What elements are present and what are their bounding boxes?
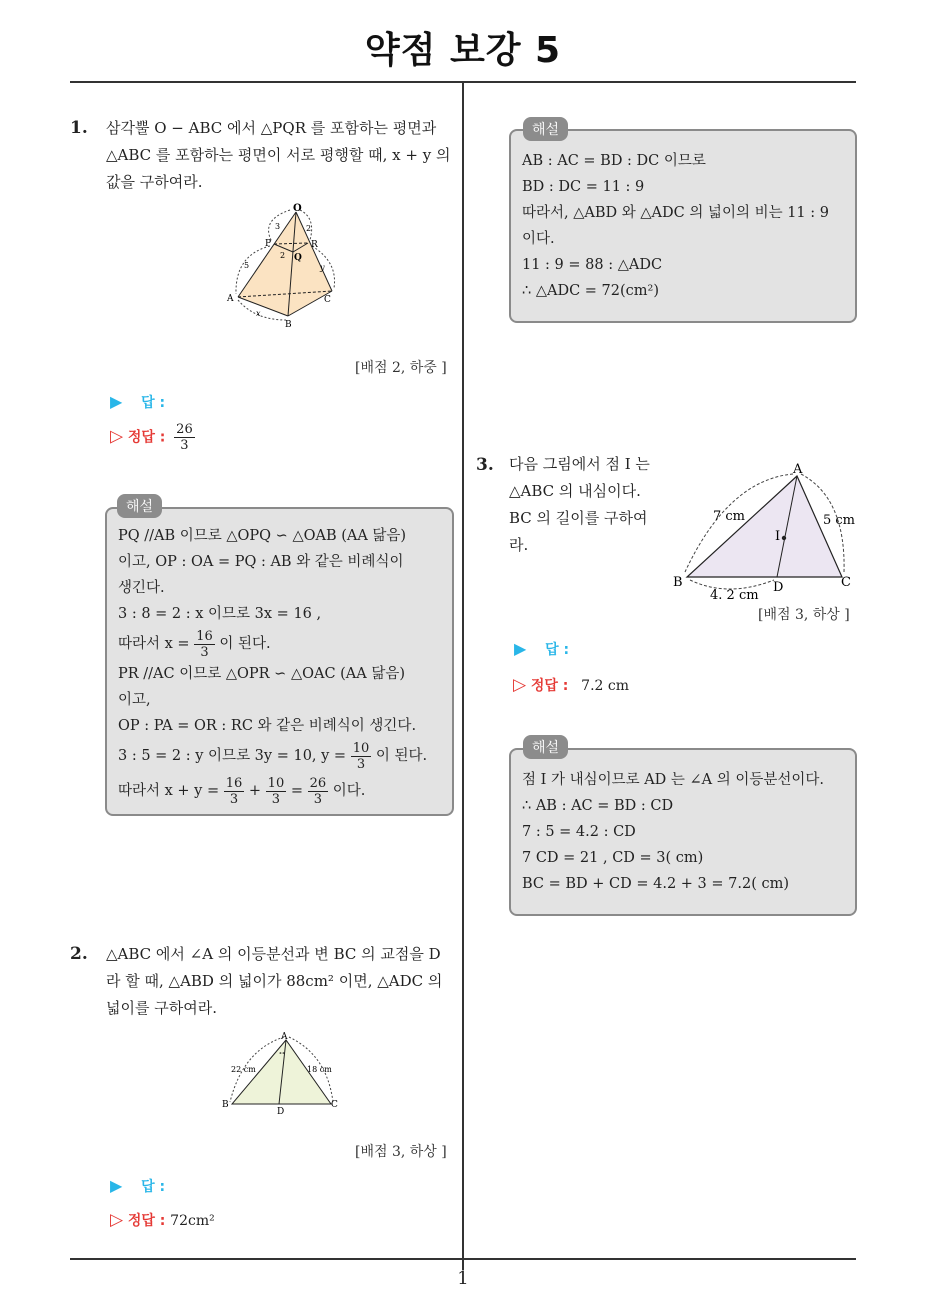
answer-label: 답 :: [141, 395, 166, 411]
question-2-text: [106, 941, 458, 1022]
sol1-line-1: PQ //AB 이므로 △OPQ ∽ △OAB (AA 닮음): [118, 528, 407, 544]
label-2-right: 2: [306, 224, 312, 233]
tri2-label-a: A: [281, 1032, 288, 1042]
tri3-label-right: 5 cm: [823, 513, 856, 528]
sol1-line-10: 따라서 x + y = $\frac{16}{3}$ + $\frac{10}{3}$ = $\frac{26}{3}$ 이다.: [118, 775, 366, 807]
correct-label: 정답 :: [530, 678, 569, 694]
answer-label: 답 :: [545, 642, 570, 658]
question-2-line-3: 넓이를 구하여라.: [106, 999, 217, 1017]
tri2-label-b: B: [222, 1100, 229, 1110]
question-1-line-3: 값을 구하여라.: [106, 173, 203, 191]
correct-value: 7.2 cm: [581, 678, 630, 694]
tri2-label-d: D: [277, 1107, 285, 1115]
label-b: B: [285, 320, 292, 330]
question-2-meta: [배점 3, 하상 ]: [355, 1144, 447, 1160]
label-3: 3: [275, 222, 281, 231]
tri2-label-left: 22 cm: [231, 1065, 256, 1074]
question-2-solution: [522, 148, 852, 304]
tri3-label-left: 7 cm: [713, 509, 746, 524]
sol2-line-3: 따라서, △ABD 와 △ADC 의 넓이의 비는 11 : 9: [522, 205, 829, 221]
label-q: Q: [294, 253, 302, 263]
question-1-meta: [배점 2, 하중 ]: [355, 360, 447, 376]
question-3-line-2: △ABC 의 내심이다.: [509, 482, 641, 500]
sol1-line-2: 이고, OP : OA = PQ : AB 와 같은 비례식이: [118, 554, 404, 570]
sol1-line-5: 따라서 x = $\frac{16}{3}$ 이 된다.: [118, 628, 271, 660]
correct-fraction: $\frac{26}{3}$: [176, 422, 193, 453]
sol2-line-1: AB : AC = BD : DC 이므로: [522, 153, 706, 169]
sol1-line-9: 3 : 5 = 2 : y 이므로 3y = 10, y = $\frac{10}{3}$ 이 된다.: [118, 740, 428, 772]
question-1-number: 1.: [70, 118, 88, 138]
sol3-line-4: 7 CD = 21 , CD = 3( cm): [522, 850, 704, 866]
question-3-text: [509, 451, 679, 559]
sol3-line-3: 7 : 5 = 4.2 : CD: [522, 824, 636, 840]
sol1-line-6: PR //AC 이므로 △OPR ∽ △OAC (AA 닮음): [118, 666, 406, 682]
tri3-label-d: D: [773, 580, 784, 595]
tri3-label-c: C: [841, 575, 851, 590]
question-1-correct-row: [110, 422, 195, 453]
sol1-line-8: OP : PA = OR : RC 와 같은 비례식이 생긴다.: [118, 718, 417, 734]
question-1-line-2: △ABC 를 포함하는 평면이 서로 평행할 때, x + y 의: [106, 146, 451, 164]
outline-triangle-icon: ▷: [110, 426, 124, 447]
sol2-line-6: ∴ △ADC = 72(cm²): [522, 283, 659, 299]
question-3-solution-tag: 해설: [523, 735, 568, 759]
sol1-line-4: 3 : 8 = 2 : x 이므로 3x = 16 ,: [118, 606, 322, 622]
question-3-line-3: BC 의 길이를 구하여: [509, 509, 648, 527]
label-r: R: [311, 240, 318, 250]
tri3-label-i: I: [775, 529, 781, 544]
sol2-line-5: 11 : 9 = 88 : △ADC: [522, 257, 663, 273]
question-1-solution: [118, 523, 448, 809]
question-2-answer-row: [110, 1176, 165, 1196]
question-1-line-1: 삼각뿔 O − ABC 에서 △PQR 를 포함하는 평면과: [106, 119, 437, 137]
sol3-line-5: BC = BD + CD = 4.2 + 3 = 7.2( cm): [522, 876, 789, 892]
label-y: y: [320, 263, 325, 272]
sol2-line-4: 이다.: [522, 231, 555, 247]
question-3-number: 3.: [476, 455, 494, 475]
label-c: C: [324, 295, 331, 305]
question-1-solution-tag: 해설: [117, 494, 162, 518]
label-o: O: [293, 203, 302, 214]
label-5: 5: [244, 261, 250, 270]
question-1-answer-row: [110, 392, 165, 412]
sol1-line-7: 이고,: [118, 692, 151, 708]
tri3-label-bottom: 4. 2 cm: [710, 588, 759, 603]
svg-text:∘∘: ∘∘: [279, 1050, 285, 1057]
correct-label: 정답 :: [127, 429, 166, 446]
label-x: x: [256, 309, 261, 318]
sol3-line-2: ∴ AB : AC = BD : CD: [522, 798, 674, 814]
question-1-text: [106, 115, 456, 196]
label-2-mid: 2: [280, 251, 286, 260]
question-2-line-2: 라 할 때, △ABD 의 넓이가 88cm² 이면, △ADC 의: [106, 972, 443, 990]
question-3-meta: [배점 3, 하상 ]: [758, 607, 850, 623]
question-3-line-4: 라.: [509, 536, 529, 554]
outline-triangle-icon: ▷: [110, 1210, 124, 1230]
correct-label: 정답 :: [127, 1213, 166, 1229]
answer-label: 답 :: [141, 1179, 166, 1195]
triangle-2-figure: [215, 1030, 345, 1115]
tri2-label-right: 18 cm: [307, 1065, 332, 1074]
question-2-number: 2.: [70, 944, 88, 964]
question-3-answer-row: [514, 639, 569, 659]
triangle-3-figure: [668, 458, 860, 603]
question-2-solution-tag: 해설: [523, 117, 568, 141]
question-3-line-1: 다음 그림에서 점 I 는: [509, 455, 650, 473]
question-2-correct-row: [110, 1210, 215, 1230]
play-triangle-icon: ▶: [110, 1176, 123, 1195]
question-3-solution: [522, 767, 852, 897]
tri3-label-b: B: [673, 575, 683, 590]
footer-rule: [70, 1258, 856, 1260]
sol1-line-3: 생긴다.: [118, 580, 165, 596]
correct-value: 72cm²: [170, 1213, 215, 1229]
tri3-label-a: A: [793, 462, 803, 477]
incenter-point: [782, 536, 786, 540]
sol3-line-1: 점 I 가 내심이므로 AD 는 ∠A 의 이등분선이다.: [522, 772, 825, 788]
outline-triangle-icon: ▷: [513, 675, 527, 695]
sol2-line-2: BD : DC = 11 : 9: [522, 179, 645, 195]
pyramid-figure: [220, 200, 340, 330]
label-p: P: [265, 239, 272, 249]
page-number: 1: [457, 1268, 469, 1289]
triangle-3-shape: [687, 476, 842, 577]
page-title: 약점 보강 5: [364, 30, 562, 71]
label-a: A: [227, 294, 234, 304]
play-triangle-icon: ▶: [514, 639, 527, 658]
tri2-label-c: C: [331, 1100, 338, 1110]
question-2-line-1: △ABC 에서 ∠A 의 이등분선과 변 BC 의 교점을 D: [106, 945, 441, 963]
play-triangle-icon: ▶: [110, 392, 123, 411]
column-divider: [462, 82, 464, 1270]
question-3-correct-row: [513, 675, 629, 695]
